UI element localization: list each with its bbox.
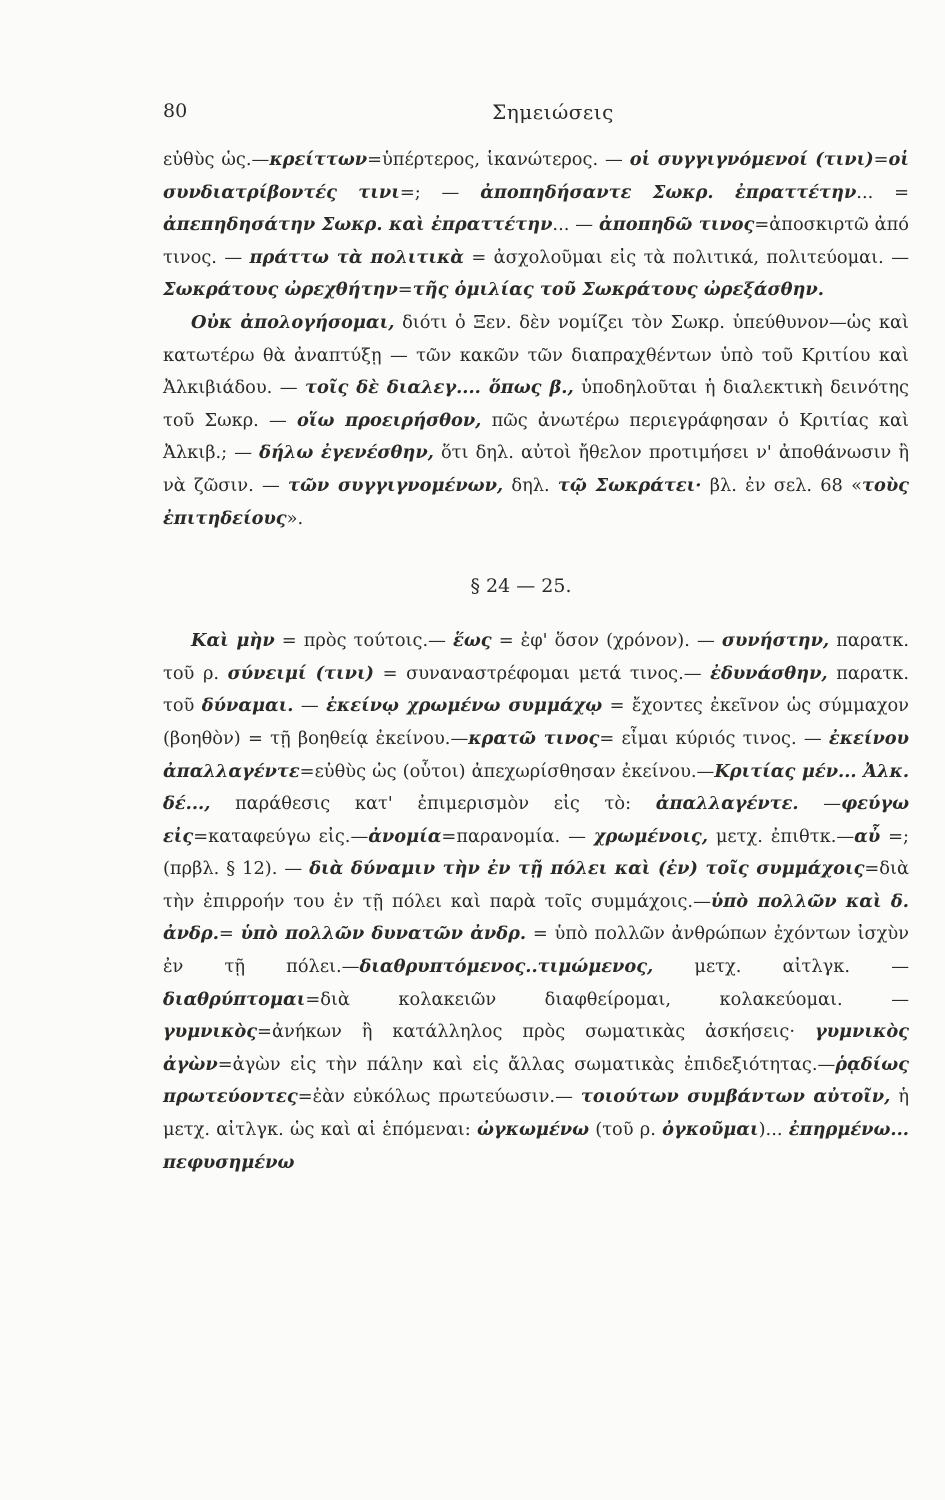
page-header	[163, 100, 909, 144]
gloss-text: =εὐθὺς ὡς (οὗτοι) ἀπεχωρίσθησαν ἐκείνου.—	[299, 760, 715, 782]
gloss-text: = ἐφ' ὅσον (χρόνον). —	[491, 630, 722, 652]
glossed-term: οἵω προειρήσθον,	[297, 409, 482, 431]
gloss-text: ὅτι δηλ. αὐτοὶ ἤθελον προτιμήσει ν' ἀποθάνωσιν ἢ νὰ ζῶσιν. —	[163, 442, 909, 496]
notes-paragraph-3	[163, 625, 909, 1179]
gloss-text: παράθεσις κατ' ἐπιμερισμὸν εἰς τὸ:	[210, 793, 656, 815]
book-page	[163, 100, 909, 1179]
running-head: Σημειώσεις	[492, 100, 614, 124]
gloss-text: μετχ. ἐπιθτκ.—	[707, 825, 855, 847]
glossed-term: τῆς ὁμιλίας τοῦ Σωκράτους ὠρεξάσθην.	[412, 279, 824, 301]
glossed-term: ἐπηρμένω... πεφυσημένω	[163, 1119, 909, 1173]
gloss-text: =; —	[399, 181, 481, 203]
glossed-term: ἀποπηδήσαντε Σωκρ. ἐπραττέτην	[480, 181, 857, 203]
gloss-text: =	[397, 279, 413, 301]
glossed-term: γυμνικὸς ἀγὼν	[163, 1021, 909, 1075]
gloss-text: = ἔχοντες ἐκεῖνον ὡς σύμμαχον (βοηθὸν) = τῇ βοηθείᾳ ἐκείνου.—	[163, 695, 909, 749]
glossed-term: ἐδυνάσθην,	[710, 662, 828, 684]
glossed-term: φεύγω εἰς	[163, 793, 909, 847]
gloss-text: ... —	[552, 214, 600, 236]
glossed-term: ῥᾳδίως πρωτεύοντες	[163, 1053, 909, 1108]
glossed-term: οἱ συνδιατρίβοντές τινι	[163, 149, 909, 203]
gloss-text: =ἐὰν εὐκόλως πρωτεύωσιν.—	[297, 1086, 581, 1108]
gloss-text: = εἶμαι κύριός τινος. —	[599, 727, 829, 749]
notes-paragraph-2	[163, 307, 909, 535]
gloss-text: ἡ μετχ. αἰτλγκ. ὡς καὶ αἱ ἑπόμεναι:	[163, 1086, 909, 1141]
glossed-term: ἀποπηδῶ τινος	[599, 214, 755, 236]
glossed-term: σύνειμί (τινι)	[227, 662, 374, 684]
gloss-text: δηλ.	[503, 474, 558, 496]
glossed-term: ἀπαλλαγέντε.	[655, 793, 799, 815]
glossed-term: ὀγκοῦμαι	[662, 1119, 759, 1141]
gloss-text: —	[798, 793, 842, 815]
gloss-text: =; (πρβλ. § 12). —	[163, 825, 909, 880]
glossed-term: ἀπεπηδησάτην Σωκρ. καὶ ἐπραττέτην	[163, 214, 553, 236]
glossed-term: Καὶ μὴν	[191, 630, 275, 652]
glossed-term: Κριτίας μέν... Ἀλκ. δέ...,	[163, 760, 910, 815]
gloss-text: εὐθὺς ὡς.—	[163, 149, 270, 170]
glossed-term: τῷ Σωκράτει·	[557, 474, 702, 496]
gloss-text: βλ. ἐν σελ. 68 «	[701, 474, 862, 496]
gloss-text: ... =	[856, 181, 909, 203]
gloss-text: =	[218, 923, 241, 945]
gloss-text: =διὰ τὴν ἐπιρροήν του ἐν τῇ πόλει καὶ παρὰ τοῖς συμμάχοις.—	[163, 858, 909, 912]
glossed-term: τοῖς δὲ διαλεγ.... ὅπως β.,	[305, 377, 574, 399]
glossed-term: τοὺς ἐπιτηδείους	[163, 474, 909, 529]
glossed-term: ὠγκωμένω	[477, 1119, 590, 1141]
glossed-term: αὖ	[854, 825, 881, 847]
glossed-term: τῶν συγγιγνομένων,	[288, 474, 504, 496]
glossed-term: συνήστην,	[721, 630, 830, 652]
gloss-text: πῶς ἀνωτέρω περιεγράφησαν ὁ Κριτίας καὶ Ἀλκιβ.; —	[163, 409, 909, 464]
glossed-term: ἕως	[453, 630, 492, 652]
glossed-term: πράττω τὰ πολιτικὰ	[249, 246, 464, 268]
gloss-text: (τοῦ ρ.	[589, 1119, 663, 1141]
gloss-text: =καταφεύγω εἰς.—	[193, 825, 369, 847]
glossed-term: δύναμαι.	[201, 695, 294, 717]
gloss-text: =ἀνήκων ἢ κατάλληλος πρὸς σωματικὰς ἀσκήσεις·	[257, 1021, 815, 1043]
gloss-text: μετχ. αἰτλγκ. —	[653, 956, 909, 978]
page-number: 80	[163, 100, 188, 122]
gloss-text: ὑποδηλοῦται ἡ διαλεκτικὴ δεινότης τοῦ Σωκρ. —	[163, 377, 909, 431]
gloss-text: διότι ὁ Ξεν. δὲν νομίζει τὸν Σωκρ. ὑπεύθυνον—ὡς καὶ κατωτέρω θὰ ἀναπτύξῃ — τῶν κακῶν τῶν διαπραχθέντων ὑπὸ τοῦ Κριτίου καὶ Ἀλκιβιάδου. —	[163, 311, 909, 399]
glossed-term: οἱ συγγιγνόμενοί (τινι)	[629, 149, 874, 170]
glossed-term: ὑπὸ πολλῶν δυνατῶν ἀνδρ.	[240, 923, 527, 945]
gloss-text: =ὑπέρτερος, ἱκανώτερος. —	[367, 149, 630, 170]
glossed-term: διαθρύπτομαι	[163, 988, 306, 1010]
section-heading: § 24 — 25.	[470, 575, 572, 598]
glossed-term: κρατῶ τινος	[468, 727, 600, 749]
glossed-term: διαθρυπτόμενος..τιμώμενος,	[359, 956, 654, 978]
glossed-term: χρωμένοις,	[593, 825, 708, 847]
gloss-text: —	[293, 695, 327, 717]
glossed-term: τοιούτων συμβάντων αὐτοῖν,	[580, 1086, 891, 1108]
notes-paragraph-1	[163, 144, 909, 307]
glossed-term: δήλω ἐγενέσθην,	[259, 442, 434, 464]
glossed-term: ἐκείνου ἀπαλλαγέντε	[163, 727, 909, 782]
gloss-text: = ἀσχολοῦμαι εἰς τὰ πολιτικά, πολιτεύομαι. —	[463, 246, 909, 268]
gloss-text: =ἀποσκιρτῶ ἀπό τινος. —	[163, 214, 910, 268]
glossed-term: διὰ δύναμιν τὴν ἐν τῇ πόλει καὶ (ἐν) τοῖς συμμάχοις	[309, 858, 865, 880]
glossed-term: γυμνικὸς	[163, 1021, 258, 1043]
gloss-text: παρατκ. τοῦ	[163, 662, 909, 717]
gloss-text: ».	[286, 507, 304, 529]
gloss-text: =διὰ κολακειῶν διαφθείρομαι, κολακεύομαι. —	[305, 988, 909, 1010]
gloss-text: =παρανομία. —	[441, 825, 594, 847]
glossed-term: ἀνομία	[368, 825, 442, 847]
gloss-text: =ἀγὼν εἰς τὴν πάλην καὶ εἰς ἄλλας σωματικὰς ἐπιδεξιότητας.—	[217, 1053, 836, 1075]
glossed-term: ὑπὸ πολλῶν καὶ δ. ἀνδρ.	[163, 890, 909, 945]
gloss-text: =	[873, 149, 889, 170]
glossed-term: κρείττων	[269, 149, 368, 170]
gloss-text: = συναναστρέφομαι μετά τινος.—	[373, 662, 711, 684]
glossed-term: Σωκράτους ὠρεχθήτην	[163, 279, 398, 301]
gloss-text: παρατκ. τοῦ ρ.	[163, 630, 909, 684]
gloss-text: = πρὸς τούτοις.—	[274, 630, 454, 652]
glossed-term: Οὐκ ἀπολογήσομαι,	[191, 311, 395, 333]
glossed-term: ἐκείνῳ χρωμένω συμμάχῳ	[326, 695, 603, 717]
gloss-text: )...	[758, 1119, 789, 1141]
gloss-text: = ὑπὸ πολλῶν ἀνθρώπων ἐχόντων ἰσχὺν ἐν τῇ πόλει.—	[163, 923, 909, 978]
